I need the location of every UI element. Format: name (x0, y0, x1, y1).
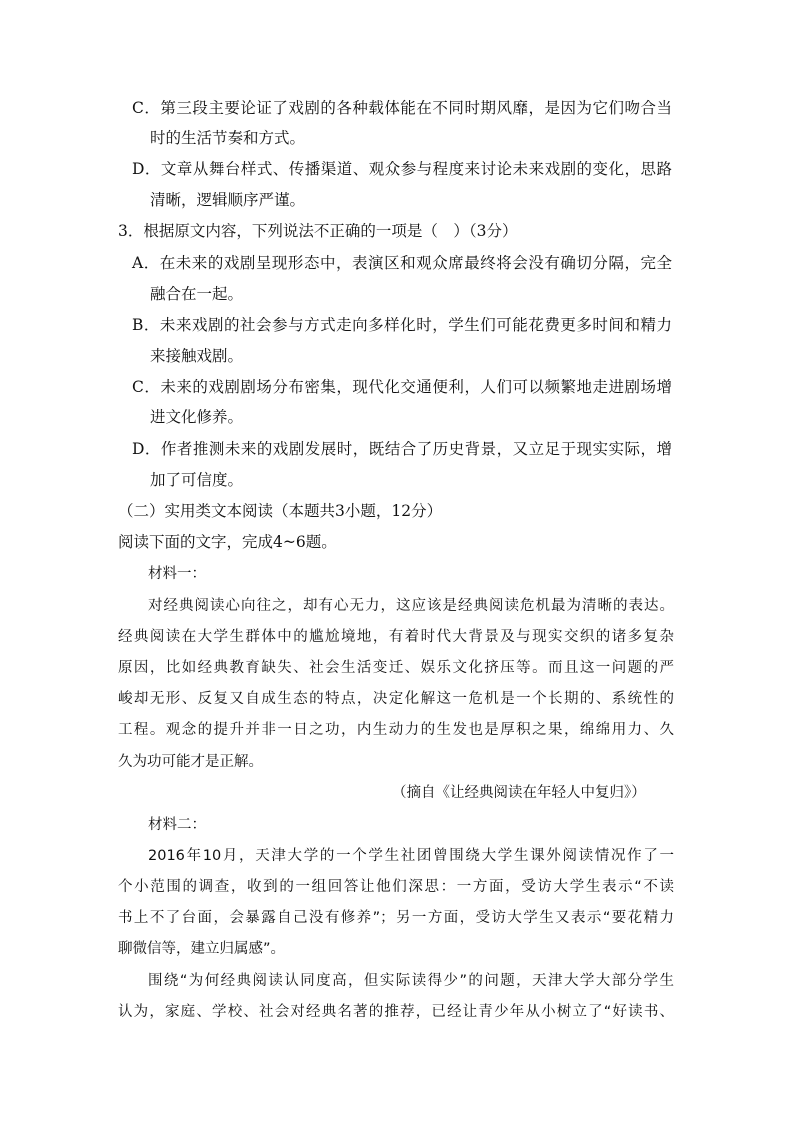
material2-label: 材料二： (148, 817, 206, 833)
material2-line: 个小范围的调查，收到的一组回答让他们深思：一方面，受访大学生表示“不读 (118, 879, 674, 895)
q3-option-c-line2: 进文化修养。 (150, 408, 244, 426)
q3-stem: 3．根据原文内容，下列说法不正确的一项是（ ）（3分） (118, 222, 518, 240)
q3-option-b-line2: 来接触戏剧。 (150, 347, 244, 365)
section-heading: （二）实用类文本阅读（本题共3小题，12分） (118, 502, 443, 520)
material1-line: 对经典阅读心向往之，却有心无力，这应该是经典阅读危机最为清晰的表达。 (148, 598, 674, 614)
material2-line: 认为，家庭、学校、社会对经典名著的推荐，已经让青少年从小树立了“好读书、 (118, 1004, 674, 1020)
material1-source: （摘自《让经典阅读在年轻人中复归》） (392, 785, 646, 801)
section-instruction: 阅读下面的文字，完成4~6题。 (118, 533, 337, 551)
material1-line: 峻却无形、反复又自成生态的特点，决定化解这一危机是一个长期的、系统性的 (118, 691, 674, 707)
material2-line: 书上不了台面，会暴露自己没有修养”；另一方面，受访大学生又表示“要花精力 (118, 910, 674, 926)
material1-line: 原因，比如经典教育缺失、社会生活变迁、娱乐文化挤压等。而且这一问题的严 (118, 660, 674, 676)
material2-line: 聊微信等，建立归属感”。 (118, 941, 286, 957)
material1-label: 材料一： (148, 566, 206, 582)
q3-option-d-line1: D．作者推测未来的戏剧发展时，既结合了历史背景，又立足于现实实际，增 (132, 440, 672, 458)
q2-option-d-line2: 清晰，逻辑顺序严谨。 (150, 191, 306, 209)
q2-option-c-line2: 时的生活节奏和方式。 (150, 129, 306, 147)
material2-line: 围绕“为何经典阅读认同度高，但实际读得少”的问题，天津大学大部分学生 (148, 973, 674, 989)
q3-option-a-line1: A．在未来的戏剧呈现形态中，表演区和观众席最终将会没有确切分隔，完全 (132, 254, 672, 272)
material1-line: 工程。观念的提升并非一日之功，内生动力的生发也是厚积之果，绵绵用力、久 (118, 722, 674, 738)
material1-line: 久为功可能才是正解。 (118, 754, 263, 770)
q2-option-d-line1: D．文章从舞台样式、传播渠道、观众参与程度来讨论未来戏剧的变化，思路 (132, 160, 672, 178)
material1-line: 经典阅读在大学生群体中的尴尬境地，有着时代大背景及与现实交织的诸多复杂 (118, 629, 674, 645)
q3-option-c-line1: C．未来的戏剧剧场分布密集，现代化交通便利，人们可以频繁地走进剧场增 (132, 378, 672, 396)
q2-option-c-line1: C．第三段主要论证了戏剧的各种载体能在不同时期风靡，是因为它们吻合当 (132, 99, 672, 117)
q3-option-d-line2: 加了可信度。 (150, 471, 244, 489)
q3-option-b-line1: B．未来戏剧的社会参与方式走向多样化时，学生们可能花费更多时间和精力 (132, 316, 672, 334)
q3-option-a-line2: 融合在一起。 (150, 285, 244, 303)
material2-line: 2016年10月，天津大学的一个学生社团曾围绕大学生课外阅读情况作了一 (148, 848, 674, 864)
